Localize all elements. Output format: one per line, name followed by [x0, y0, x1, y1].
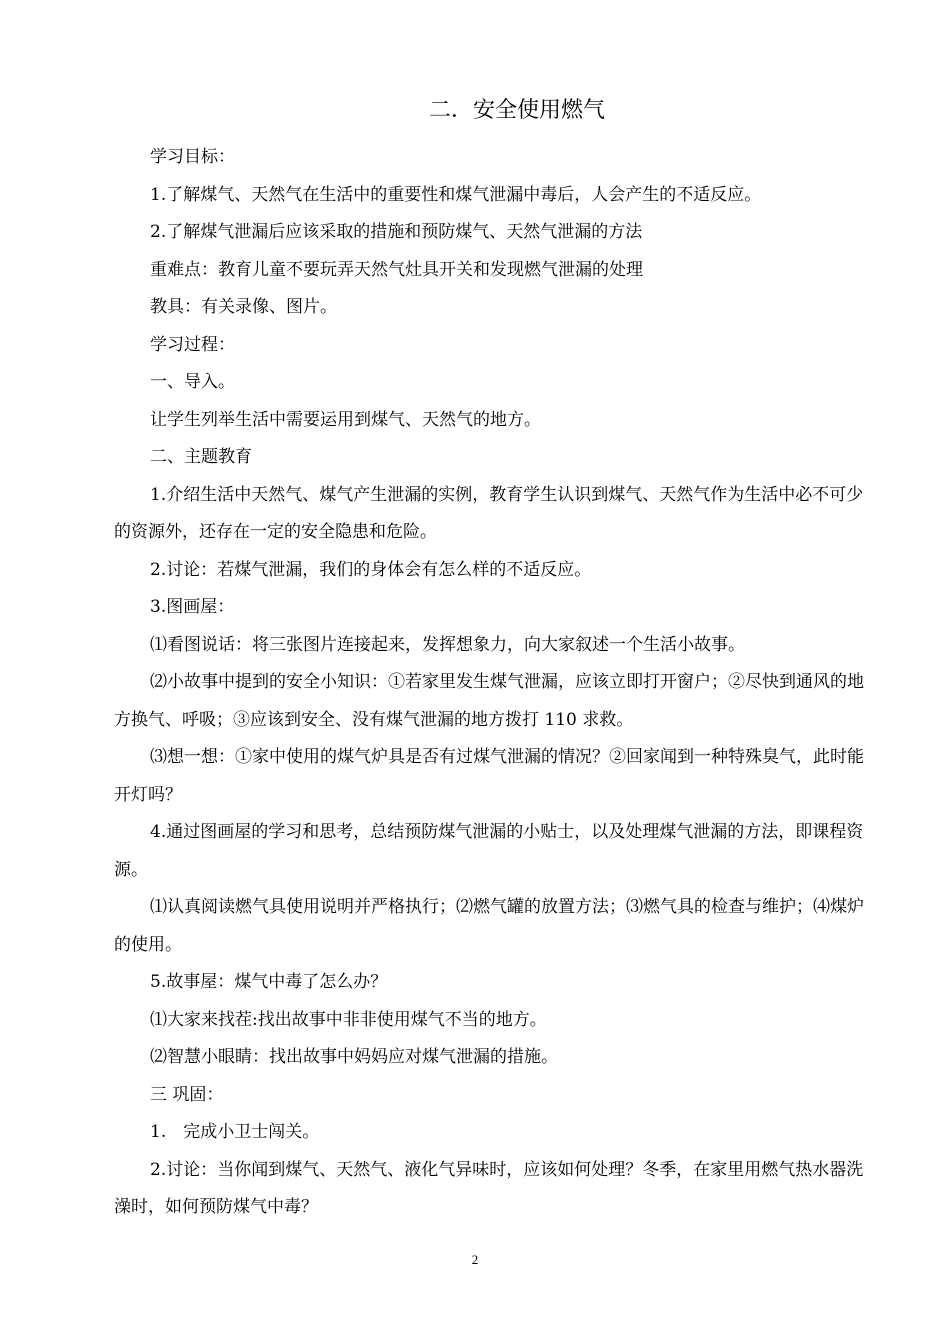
paragraph: 学习目标： [150, 147, 235, 167]
paragraph: 1.介绍生活中天然气、煤气产生泄漏的实例，教育学生认识到煤气、天然气作为生活中必不可少的资源外，还存在一定的安全隐患和危险。 [114, 484, 864, 542]
paragraph: 一、导入。 [150, 372, 235, 392]
paragraph: ⑶想一想：①家中使用的煤气炉具是否有过煤气泄漏的情况？②回家闻到一种特殊臭气，此时能开灯吗？ [114, 747, 864, 805]
paragraph: 2.了解煤气泄漏后应该采取的措施和预防煤气、天然气泄漏的方法 [150, 222, 643, 242]
paragraph: ⑴认真阅读燃气具使用说明并严格执行；⑵燃气罐的放置方法；⑶燃气具的检查与维护；⑷煤炉的使用。 [114, 897, 864, 955]
paragraph: ⑵小故事中提到的安全小知识：①若家里发生煤气泄漏，应该立即打开窗户；②尽快到通风的地方换气、呼吸；③应该到安全、没有煤气泄漏的地方拨打 110 求救。 [114, 672, 864, 730]
paragraph: 教具：有关录像、图片。 [150, 297, 337, 317]
paragraph: 三 巩固： [150, 1084, 224, 1105]
page-title [0, 96, 950, 126]
paragraph: 重难点：教育儿童不要玩弄天然气灶具开关和发现燃气泄漏的处理 [150, 259, 643, 280]
paragraph: ⑴看图说话：将三张图片连接起来，发挥想象力，向大家叙述一个生活小故事。 [150, 634, 745, 655]
paragraph: 2.讨论：当你闻到煤气、天然气、液化气异味时，应该如何处理？冬季，在家里用燃气热水器洗澡时，如何预防煤气中毒？ [114, 1159, 864, 1217]
title-text: 二．安全使用燃气 [428, 98, 605, 123]
paragraph: 让学生列举生活中需要运用到煤气、天然气的地方。 [150, 409, 541, 430]
paragraph: 3.图画屋： [150, 597, 235, 617]
paragraph: 2.讨论：若煤气泄漏，我们的身体会有怎么样的不适反应。 [150, 559, 592, 580]
paragraph: 1.了解煤气、天然气在生活中的重要性和煤气泄漏中毒后，人会产生的不适反应。 [150, 184, 762, 205]
paragraph: 4.通过图画屋的学习和思考，总结预防煤气泄漏的小贴士，以及处理煤气泄漏的方法，即课程资源。 [114, 822, 864, 880]
paragraph: 5.故事屋：煤气中毒了怎么办？ [150, 972, 388, 992]
paragraph: 1. 完成小卫士闯关。 [150, 1122, 320, 1142]
paragraph: 二、主题教育 [150, 447, 252, 467]
document-body [114, 139, 866, 1227]
paragraph: ⑵智慧小眼睛：找出故事中妈妈应对煤气泄漏的措施。 [150, 1047, 558, 1067]
paragraph: ⑴大家来找茬:找出故事中非非使用煤气不当的地方。 [150, 1009, 547, 1030]
page-number: 2 [471, 1252, 479, 1267]
paragraph: 学习过程： [150, 334, 235, 355]
